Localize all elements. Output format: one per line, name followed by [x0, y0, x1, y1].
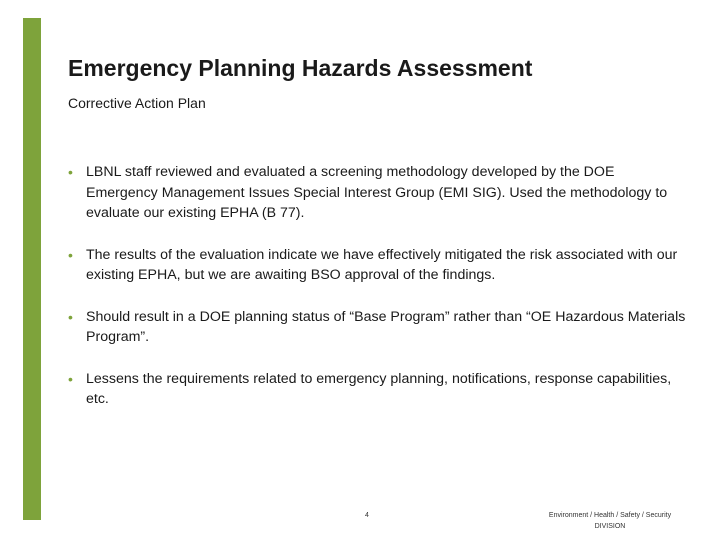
bullet-item [68, 245, 688, 286]
accent-bar [23, 18, 41, 520]
bullet-text: The results of the evaluation indicate we have effectively mitigated the risk associated with our existing EPHA, but we are awaiting BSO approval of the findings. [86, 246, 678, 283]
footer-division [520, 510, 700, 532]
slide-title: Emergency Planning Hazards Assessment [68, 55, 533, 81]
bullet-list [68, 162, 688, 431]
bullet-item [68, 369, 688, 410]
bullet-dot-icon: • [68, 370, 73, 387]
page-number: 4 [365, 512, 369, 519]
bullet-text: Lessens the requirements related to emergency planning, notifications, response capabilities, etc. [86, 370, 672, 407]
slide-subtitle: Corrective Action Plan [68, 95, 206, 111]
bullet-dot-icon: • [68, 164, 73, 180]
bullet-item [68, 307, 688, 348]
footer-line-2: DIVISION [594, 523, 626, 530]
bullet-text: LBNL staff reviewed and evaluated a screening methodology developed by the DOE Emergency Management Issues Special Interest Group (EMI SIG). Used the methodology to evaluate our existing EPHA (B 77). [86, 164, 668, 221]
footer-line-1: Environment / Health / Safety / Security [548, 512, 672, 519]
bullet-item [68, 162, 688, 224]
bullet-dot-icon: • [68, 246, 73, 263]
bullet-text: Should result in a DOE planning status of “Base Program” rather than “OE Hazardous Materials Program”. [86, 308, 686, 345]
bullet-dot-icon: • [68, 308, 73, 325]
